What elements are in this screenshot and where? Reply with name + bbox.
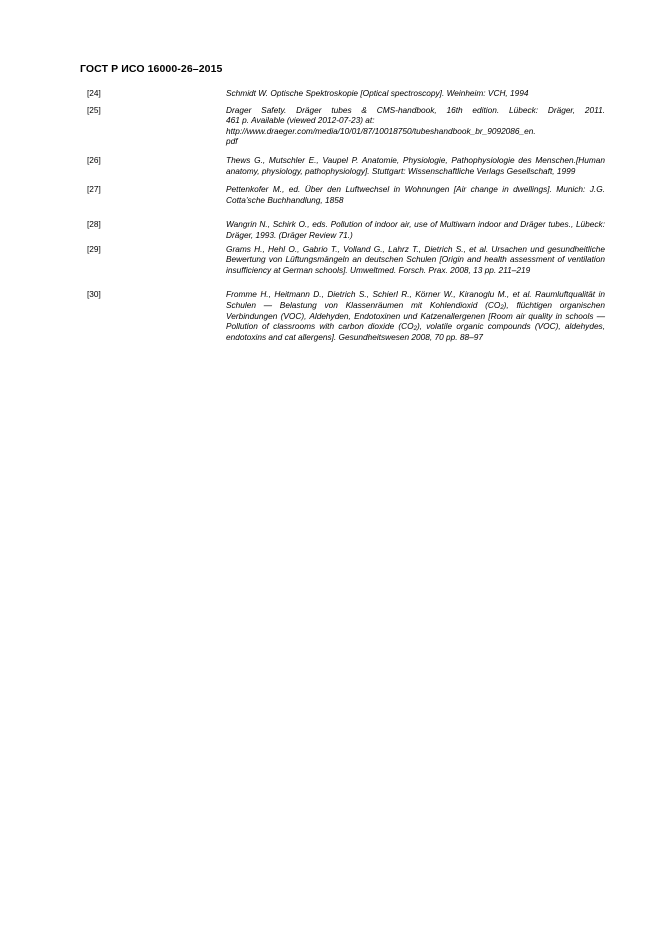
subscript: 2 (500, 304, 504, 311)
reference-text-part: ), flüchtigen organischen Verbindungen (VOC), Aldehyden, Endotoxinen und Katzenallergenen [Room air quality in schools — Pollution of classrooms with carbon dioxide (CO (226, 299, 605, 332)
page-header: ГОСТ Р ИСО 16000-26–2015 (80, 63, 223, 75)
bibliography-list (80, 88, 605, 342)
reference-text: Schmidt W. Optische Spektroskopie [Optical spectroscopy]. Weinheim: VCH, 1994 (226, 88, 529, 98)
reference-number: [27] (87, 184, 101, 195)
reference-text (226, 105, 605, 147)
reference-number: [28] (87, 219, 101, 230)
reference-text: Pettenkofer M., ed. Über den Luftwechsel in Wohnungen [Air change in dwellings]. Munich: J.G. Cotta’sche Buchhandlung, 1858 (226, 184, 605, 205)
reference-text: Thews G., Mutschler E., Vaupel P. Anatomie, Physiologie, Pathophysiologie des Menschen.[Human anatomy, physiology, pathophysiology]. Stuttgart: Wissenschaftliche Verlags Gesellschaft, 1999 (226, 154, 605, 176)
reference-number: [25] (87, 104, 101, 115)
reference-text-part: Fromme H., Heitmann D., Dietrich S., Schierl R., Körner W., Kiranoglu M., et al. Raumluftqualität in Schulen — Belastung von Klassenräumen mit Kohlendioxid (CO (226, 289, 605, 310)
reference-item (80, 155, 605, 176)
reference-number: [29] (87, 243, 101, 254)
reference-item (80, 88, 605, 99)
subscript: 2 (413, 326, 417, 333)
reference-line: Drager Safety. Dräger tubes & CMS-handbook, 16th edition. Lübeck: Dräger, 2011. (226, 104, 605, 115)
reference-line: pdf (226, 136, 238, 147)
reference-link: http://www.draeger.com/media/10/01/87/10018750/tubeshandbook_br_9092086_en. (226, 125, 536, 136)
reference-number: [26] (87, 154, 101, 165)
reference-item (80, 105, 605, 147)
reference-text: Wangrin N., Schirk O., eds. Pollution of indoor air, use of Multiwarn indoor and Dräger tubes., Lübeck: Dräger, 1993. (Dräger Review 71.) (226, 219, 605, 240)
reference-number: [24] (87, 88, 101, 98)
reference-item (80, 219, 605, 240)
reference-item (80, 184, 605, 205)
reference-text (226, 289, 605, 342)
reference-item (80, 244, 605, 276)
reference-text: Grams H., Hehl O., Gabrio T., Volland G., Lahrz T., Dietrich S., et al. Ursachen und gesundheitliche Bewertung von Lüftungsmängeln an deutschen Schulen [Origin and health assessment of ventilation insufficiency at German schools]. Umweltmed. Forsch. Prax. 2008, 13 pp. 211–219 (226, 243, 605, 275)
reference-item (80, 289, 605, 342)
reference-number: [30] (87, 289, 101, 300)
reference-line: 461 p. Available (viewed 2012-07-23) at: (226, 115, 375, 126)
reference-text-part: ), volatile organic compounds (VOC), aldehydes, endotoxins and cat allergens]. Gesundheitswesen 2008, 70 pp. 88–97 (226, 321, 606, 342)
